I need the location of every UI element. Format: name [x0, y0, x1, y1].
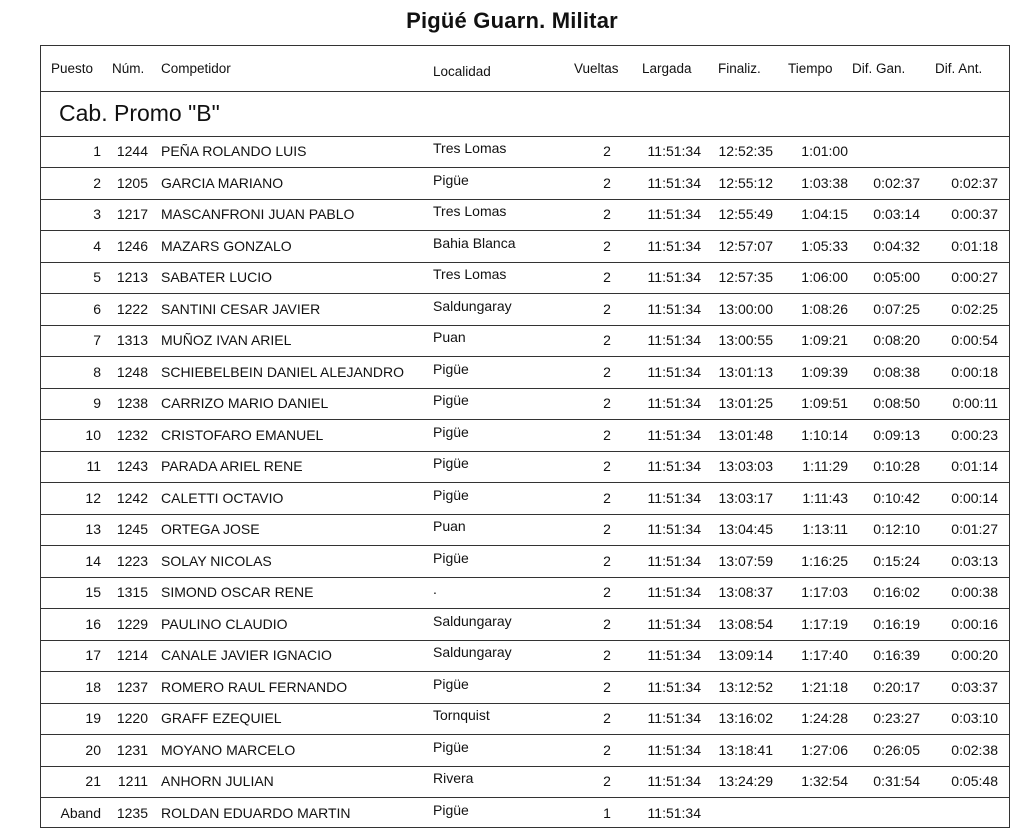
cell-finaliz: 12:55:12 [718, 174, 773, 191]
table-row [41, 703, 1009, 735]
cell-vueltas: 2 [603, 647, 611, 663]
cell-num: 1248 [116, 363, 148, 380]
cell-tiempo: 1:17:03 [801, 584, 848, 600]
cell-num: 1246 [116, 237, 148, 254]
cell-dif-ant: 0:00:14 [951, 489, 998, 506]
cell-puesto: 8 [93, 363, 101, 380]
cell-num: 1244 [116, 143, 148, 159]
cell-dif-gan: 0:16:19 [873, 615, 920, 632]
cell-finaliz: 13:04:45 [718, 521, 773, 537]
cell-largada: 11:51:34 [647, 552, 701, 569]
table-row [41, 231, 1009, 263]
cell-dif-ant: 0:03:37 [951, 678, 998, 695]
cell-dif-gan: 0:16:39 [873, 647, 920, 663]
cell-competidor: PEÑA ROLANDO LUIS [161, 143, 307, 159]
table-row [41, 798, 1009, 829]
cell-finaliz: 13:08:54 [718, 615, 773, 632]
cell-tiempo: 1:24:28 [801, 710, 848, 726]
table-row [41, 420, 1009, 452]
cell-competidor: MAZARS GONZALO [161, 237, 292, 254]
cell-vueltas: 2 [603, 426, 611, 443]
table-row [41, 294, 1009, 326]
cell-dif-ant: 0:02:25 [951, 300, 998, 317]
cell-finaliz: 13:01:13 [718, 363, 773, 380]
cell-num: 1205 [116, 174, 148, 191]
cell-competidor: SABATER LUCIO [161, 269, 272, 285]
cell-competidor: CARRIZO MARIO DANIEL [161, 395, 329, 411]
cell-dif-gan: 0:16:02 [873, 584, 920, 600]
cell-finaliz: 12:55:49 [718, 206, 773, 222]
cell-num: 1235 [116, 804, 148, 821]
cell-localidad: Rivera [433, 770, 474, 786]
cell-tiempo: 1:17:19 [801, 615, 848, 632]
cell-finaliz: 12:52:35 [718, 143, 773, 159]
cell-puesto: 4 [93, 237, 101, 254]
cell-vueltas: 2 [603, 741, 611, 758]
cell-vueltas: 1 [603, 804, 611, 821]
cell-largada: 11:51:34 [647, 489, 701, 506]
table-row [41, 483, 1009, 515]
table-row [41, 766, 1009, 798]
cell-localidad: Pigüe [433, 549, 469, 566]
cell-largada: 11:51:34 [647, 804, 701, 821]
cell-puesto: 13 [85, 521, 101, 537]
cell-dif-ant: 0:00:23 [951, 426, 998, 443]
cell-tiempo: 1:05:33 [801, 237, 848, 254]
cell-num: 1211 [117, 773, 148, 789]
cell-finaliz: 13:12:52 [718, 678, 773, 695]
cell-localidad: Pigüe [433, 675, 469, 692]
cell-tiempo: 1:09:51 [801, 395, 848, 411]
cell-competidor: CRISTOFARO EMANUEL [161, 426, 324, 443]
cell-tiempo: 1:09:21 [801, 332, 848, 348]
cell-largada: 11:51:34 [647, 710, 701, 726]
cell-vueltas: 2 [603, 552, 611, 569]
cell-vueltas: 2 [603, 206, 611, 222]
cell-tiempo: 1:11:29 [802, 458, 848, 474]
cell-localidad: Saldungaray [433, 297, 512, 314]
cell-dif-gan: 0:20:17 [873, 678, 920, 695]
cell-competidor: SCHIEBELBEIN DANIEL ALEJANDRO [161, 363, 405, 380]
cell-finaliz: 13:16:02 [718, 710, 773, 726]
cell-tiempo: 1:17:40 [801, 647, 848, 663]
cell-largada: 11:51:34 [647, 458, 701, 474]
cell-vueltas: 2 [603, 332, 611, 348]
cell-competidor: CANALE JAVIER IGNACIO [161, 647, 332, 663]
cell-puesto: 15 [85, 584, 101, 600]
cell-dif-gan: 0:23:27 [873, 710, 920, 726]
cell-largada: 11:51:34 [647, 426, 701, 443]
cell-tiempo: 1:16:25 [801, 552, 848, 569]
cell-vueltas: 2 [603, 143, 611, 159]
cell-dif-gan: 0:07:25 [873, 300, 920, 317]
cell-competidor: ROMERO RAUL FERNANDO [161, 678, 348, 695]
cell-dif-gan: 0:08:38 [873, 363, 920, 380]
header-num: Núm. [112, 61, 145, 76]
cell-puesto: 10 [85, 426, 101, 443]
cell-localidad: Tres Lomas [433, 140, 507, 156]
cell-dif-ant: 0:00:38 [951, 584, 998, 600]
cell-vueltas: 2 [603, 615, 611, 632]
cell-finaliz: 13:07:59 [718, 552, 773, 569]
cell-num: 1222 [116, 300, 148, 317]
table-row [41, 546, 1009, 578]
cell-dif-gan: 0:26:05 [873, 741, 920, 758]
cell-competidor: MASCANFRONI JUAN PABLO [161, 206, 355, 222]
cell-dif-ant: 0:03:13 [951, 552, 998, 569]
cell-largada: 11:51:34 [647, 363, 701, 380]
category-title: Cab. Promo "B" [59, 100, 220, 126]
cell-dif-gan: 0:08:20 [873, 332, 920, 348]
cell-dif-ant: 0:00:18 [951, 363, 998, 380]
cell-competidor: ORTEGA JOSE [161, 521, 260, 537]
cell-localidad: Pigüe [433, 738, 469, 755]
header-vueltas: Vueltas [574, 61, 619, 76]
cell-competidor: ANHORN JULIAN [161, 773, 274, 789]
table-row [41, 136, 1009, 168]
cell-finaliz: 13:24:29 [718, 773, 773, 789]
cell-num: 1231 [116, 741, 148, 758]
cell-localidad: Puan [433, 329, 466, 345]
cell-competidor: PARADA ARIEL RENE [161, 458, 303, 474]
cell-largada: 11:51:34 [647, 395, 701, 411]
cell-dif-ant: 0:02:37 [951, 174, 998, 191]
cell-finaliz: 12:57:35 [718, 269, 773, 285]
header-finaliz: Finaliz. [718, 61, 761, 76]
cell-dif-gan: 0:15:24 [873, 552, 920, 569]
cell-competidor: CALETTI OCTAVIO [161, 489, 284, 506]
cell-largada: 11:51:34 [647, 615, 701, 632]
cell-largada: 11:51:34 [647, 773, 701, 789]
cell-finaliz: 13:09:14 [718, 647, 773, 663]
cell-finaliz: 13:03:17 [718, 489, 773, 506]
cell-puesto: 7 [93, 332, 101, 348]
cell-dif-gan: 0:10:28 [873, 458, 920, 474]
cell-tiempo: 1:21:18 [801, 678, 848, 695]
cell-localidad: Tres Lomas [433, 203, 507, 219]
cell-dif-ant: 0:01:27 [951, 521, 998, 537]
cell-vueltas: 2 [603, 237, 611, 254]
cell-vueltas: 2 [603, 773, 611, 789]
cell-tiempo: 1:27:06 [801, 741, 848, 758]
cell-competidor: GARCIA MARIANO [161, 174, 284, 191]
cell-num: 1237 [116, 678, 148, 695]
cell-num: 1242 [116, 489, 148, 506]
cell-puesto: 5 [93, 269, 101, 285]
cell-num: 1315 [116, 584, 148, 600]
table-header [41, 46, 1009, 92]
cell-tiempo: 1:04:15 [801, 206, 848, 222]
cell-localidad: Saldungaray [433, 612, 512, 629]
cell-finaliz: 12:57:07 [718, 237, 773, 254]
table-row [41, 640, 1009, 672]
cell-largada: 11:51:34 [647, 741, 701, 758]
cell-competidor: SIMOND OSCAR RENE [161, 584, 314, 600]
table-row [41, 168, 1009, 200]
cell-localidad: Pigüe [433, 801, 469, 818]
cell-largada: 11:51:34 [647, 521, 701, 537]
cell-finaliz: 13:08:37 [718, 584, 773, 600]
cell-dif-ant: 0:01:14 [951, 458, 998, 474]
header-tiempo: Tiempo [788, 61, 833, 76]
cell-puesto: 12 [85, 489, 101, 506]
cell-num: 1229 [116, 615, 148, 632]
cell-puesto: 11 [86, 458, 101, 474]
cell-puesto: 3 [93, 206, 101, 222]
cell-vueltas: 2 [603, 174, 611, 191]
cell-tiempo: 1:09:39 [801, 363, 848, 380]
header-dif-gan: Dif. Gan. [852, 61, 906, 76]
cell-num: 1217 [116, 206, 148, 222]
cell-localidad: Tornquist [433, 707, 490, 723]
cell-num: 1232 [116, 426, 148, 443]
cell-num: 1214 [116, 647, 148, 663]
cell-vueltas: 2 [603, 300, 611, 317]
cell-puesto: 6 [93, 300, 101, 317]
cell-largada: 11:51:34 [647, 237, 701, 254]
cell-dif-gan: 0:12:10 [873, 521, 920, 537]
cell-dif-ant: 0:05:48 [951, 773, 998, 789]
cell-dif-ant: 0:00:16 [951, 615, 998, 632]
cell-num: 1243 [116, 458, 148, 474]
cell-dif-ant: 0:01:18 [951, 237, 998, 254]
table-row [41, 388, 1009, 420]
cell-competidor: MOYANO MARCELO [161, 741, 296, 758]
cell-finaliz: 13:01:25 [718, 395, 773, 411]
cell-tiempo: 1:13:11 [802, 521, 848, 537]
cell-puesto: 16 [85, 615, 101, 632]
cell-num: 1223 [116, 552, 148, 569]
cell-localidad: Pigüe [433, 392, 469, 408]
header-competidor: Competidor [161, 61, 231, 76]
cell-largada: 11:51:34 [647, 647, 701, 663]
cell-competidor: ROLDAN EDUARDO MARTIN [161, 804, 351, 821]
cell-dif-gan: 0:09:13 [873, 426, 920, 443]
table-row [41, 577, 1009, 609]
cell-competidor: MUÑOZ IVAN ARIEL [161, 332, 292, 348]
cell-tiempo: 1:32:54 [801, 773, 848, 789]
cell-dif-gan: 0:31:54 [873, 773, 920, 789]
cell-puesto: 18 [85, 678, 101, 695]
cell-vueltas: 2 [603, 269, 611, 285]
cell-finaliz: 13:00:00 [718, 300, 773, 317]
cell-vueltas: 2 [603, 458, 611, 474]
header-puesto: Puesto [51, 61, 94, 76]
cell-localidad: Tres Lomas [433, 266, 507, 282]
cell-puesto: 14 [85, 552, 101, 569]
header-dif-ant: Dif. Ant. [935, 61, 983, 76]
cell-num: 1245 [116, 521, 148, 537]
cell-puesto: 1 [93, 143, 101, 159]
cell-localidad: Puan [433, 518, 466, 534]
cell-tiempo: 1:10:14 [801, 426, 848, 443]
cell-dif-ant: 0:00:11 [952, 395, 998, 411]
cell-vueltas: 2 [603, 584, 611, 600]
table-row [41, 262, 1009, 294]
cell-puesto: 20 [85, 741, 101, 758]
cell-dif-ant: 0:02:38 [951, 741, 998, 758]
cell-vueltas: 2 [603, 710, 611, 726]
cell-competidor: PAULINO CLAUDIO [161, 615, 288, 632]
cell-tiempo: 1:11:43 [802, 489, 848, 506]
cell-dif-gan: 0:02:37 [873, 174, 920, 191]
table-row [41, 199, 1009, 231]
cell-finaliz: 13:03:03 [718, 458, 773, 474]
cell-tiempo: 1:03:38 [801, 174, 848, 191]
cell-dif-ant: 0:00:37 [951, 206, 998, 222]
cell-localidad: Pigüe [433, 486, 469, 503]
results-table [40, 45, 1010, 828]
cell-largada: 11:51:34 [647, 678, 701, 695]
cell-dif-gan: 0:04:32 [873, 237, 920, 254]
cell-dif-gan: 0:10:42 [873, 489, 920, 506]
cell-localidad: Pigüe [433, 455, 469, 471]
table-row [41, 514, 1009, 546]
cell-vueltas: 2 [603, 678, 611, 695]
cell-num: 1238 [116, 395, 148, 411]
cell-largada: 11:51:34 [647, 269, 701, 285]
cell-vueltas: 2 [603, 521, 611, 537]
cell-puesto: Aband [60, 804, 101, 821]
cell-vueltas: 2 [603, 363, 611, 380]
cell-dif-ant: 0:00:27 [951, 269, 998, 285]
header-largada: Largada [642, 61, 692, 76]
cell-localidad: Pigüe [433, 423, 469, 440]
cell-localidad: Pigüe [433, 360, 469, 377]
cell-largada: 11:51:34 [647, 206, 701, 222]
cell-dif-gan: 0:05:00 [873, 269, 920, 285]
table-row [41, 672, 1009, 704]
cell-localidad: Bahia Blanca [433, 234, 516, 251]
cell-puesto: 17 [85, 647, 101, 663]
cell-num: 1220 [116, 710, 148, 726]
category-row [41, 91, 1009, 137]
cell-vueltas: 2 [603, 489, 611, 506]
cell-competidor: GRAFF EZEQUIEL [161, 710, 282, 726]
cell-finaliz: 13:00:55 [718, 332, 773, 348]
header-localidad: Localidad [433, 64, 491, 79]
cell-largada: 11:51:34 [647, 174, 701, 191]
cell-vueltas: 2 [603, 395, 611, 411]
cell-dif-gan: 0:03:14 [873, 206, 920, 222]
table-row [41, 451, 1009, 483]
cell-finaliz: 13:18:41 [718, 741, 773, 758]
cell-localidad: Pigüe [433, 171, 469, 188]
cell-dif-ant: 0:03:10 [951, 710, 998, 726]
cell-localidad: . [433, 581, 437, 597]
page-title: Pigüé Guarn. Militar [406, 8, 618, 33]
cell-dif-gan: 0:08:50 [873, 395, 920, 411]
cell-largada: 11:51:34 [647, 584, 701, 600]
cell-finaliz: 13:01:48 [718, 426, 773, 443]
cell-tiempo: 1:01:00 [801, 143, 848, 159]
cell-num: 1313 [116, 332, 148, 348]
table-row [41, 609, 1009, 641]
cell-puesto: 2 [93, 174, 101, 191]
cell-puesto: 21 [85, 773, 101, 789]
cell-puesto: 19 [85, 710, 101, 726]
cell-competidor: SOLAY NICOLAS [161, 552, 272, 569]
table-row [41, 325, 1009, 357]
cell-dif-ant: 0:00:54 [951, 332, 998, 348]
cell-tiempo: 1:06:00 [801, 269, 848, 285]
cell-competidor: SANTINI CESAR JAVIER [161, 300, 321, 317]
cell-num: 1213 [116, 269, 148, 285]
cell-puesto: 9 [93, 395, 101, 411]
cell-largada: 11:51:34 [647, 300, 701, 317]
cell-largada: 11:51:34 [647, 332, 701, 348]
table-row [41, 357, 1009, 389]
cell-localidad: Saldungaray [433, 644, 512, 660]
cell-dif-ant: 0:00:20 [951, 647, 998, 663]
cell-tiempo: 1:08:26 [801, 300, 848, 317]
table-row [41, 735, 1009, 767]
cell-largada: 11:51:34 [647, 143, 701, 159]
